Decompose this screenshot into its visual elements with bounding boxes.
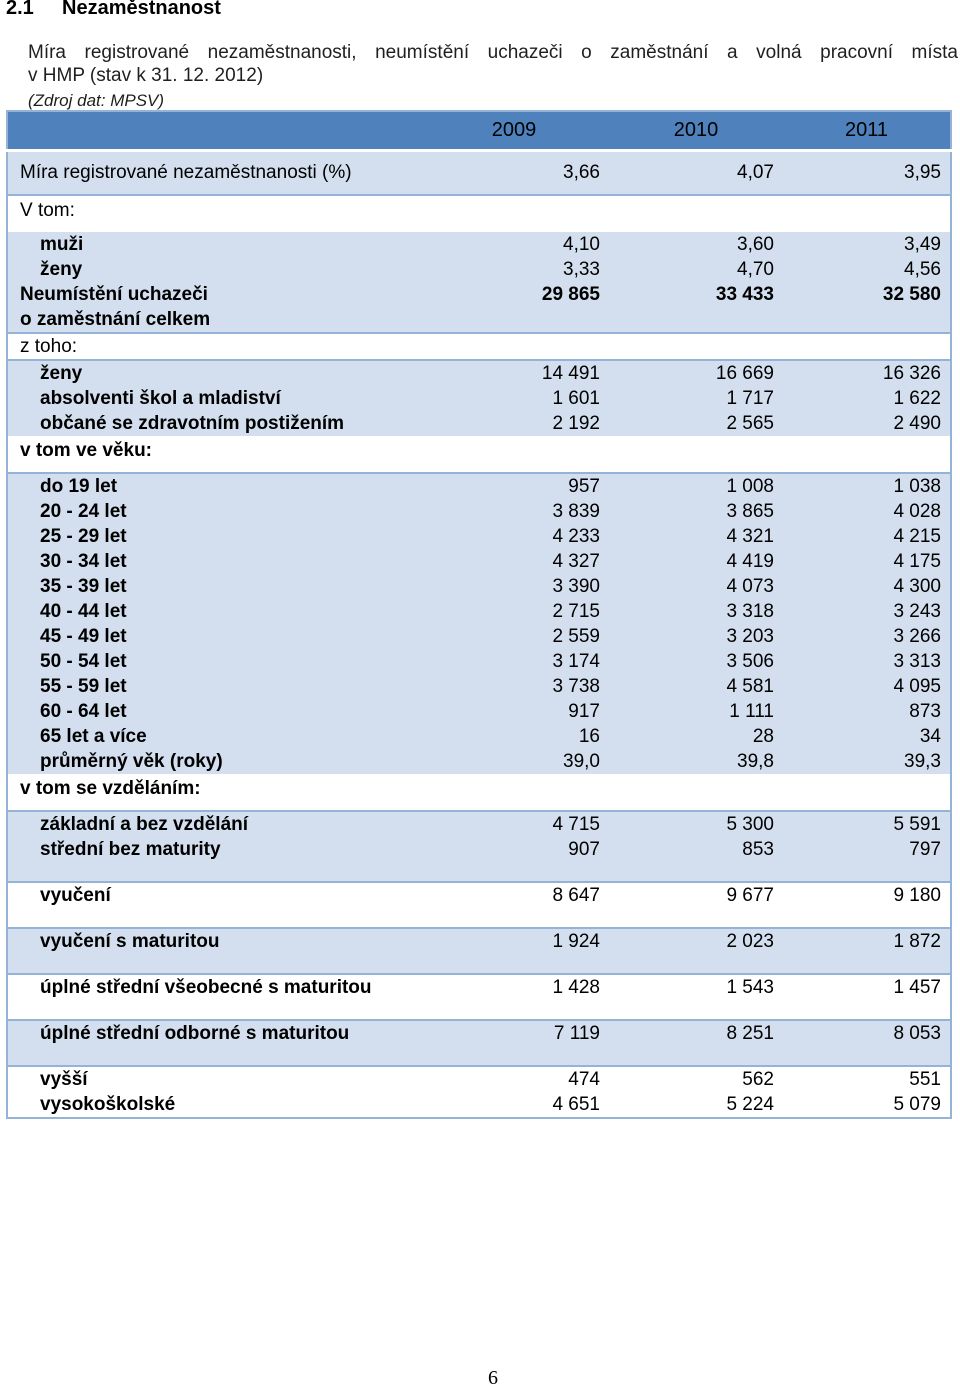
row-label: 55 - 59 let	[7, 674, 419, 699]
cell-value: 8 053	[783, 1020, 951, 1066]
cell-value: 5 079	[783, 1092, 951, 1118]
table-row	[7, 232, 951, 257]
table-row	[7, 624, 951, 649]
cell-value	[419, 774, 609, 811]
cell-value: 3 506	[609, 649, 783, 674]
cell-value: 3 865	[609, 499, 783, 524]
cell-value	[609, 195, 783, 232]
row-label: průměrný věk (roky)	[7, 749, 419, 774]
page-number: 6	[488, 1367, 498, 1389]
cell-value: 1 872	[783, 928, 951, 974]
table-row	[7, 882, 951, 928]
table-row	[7, 599, 951, 624]
cell-value	[609, 436, 783, 473]
cell-value: 3 243	[783, 599, 951, 624]
cell-value: 34	[783, 724, 951, 749]
table-row	[7, 574, 951, 599]
cell-value: 4,70	[609, 257, 783, 282]
cell-value: 4 233	[419, 524, 609, 549]
cell-value: 14 491	[419, 360, 609, 386]
row-label: v tom se vzděláním:	[7, 774, 419, 811]
cell-value: 16	[419, 724, 609, 749]
row-label: 20 - 24 let	[7, 499, 419, 524]
table-row	[7, 811, 951, 837]
cell-value: 16 669	[609, 360, 783, 386]
cell-value: 3 839	[419, 499, 609, 524]
cell-value: 4,07	[609, 151, 783, 196]
cell-value: 2 490	[783, 411, 951, 436]
cell-value: 9 180	[783, 882, 951, 928]
cell-value: 3 738	[419, 674, 609, 699]
cell-value: 3 313	[783, 649, 951, 674]
cell-value: 1 622	[783, 386, 951, 411]
cell-value: 7 119	[419, 1020, 609, 1066]
table-row	[7, 411, 951, 436]
cell-value	[419, 195, 609, 232]
cell-value: 957	[419, 473, 609, 499]
row-label: Míra registrované nezaměstnanosti (%)	[7, 151, 419, 196]
cell-value: 1 924	[419, 928, 609, 974]
caption-line-2: v HMP (stav k 31. 12. 2012)	[28, 65, 264, 86]
cell-value: 3 390	[419, 574, 609, 599]
cell-value: 2 715	[419, 599, 609, 624]
cell-value	[419, 436, 609, 473]
cell-value: 4 581	[609, 674, 783, 699]
cell-value: 2 559	[419, 624, 609, 649]
table-row	[7, 674, 951, 699]
row-label-line-2: o zaměstnání celkem	[20, 309, 211, 330]
row-label: V tom:	[7, 195, 419, 232]
cell-value: 3,33	[419, 257, 609, 282]
cell-value: 4 300	[783, 574, 951, 599]
row-label: 45 - 49 let	[7, 624, 419, 649]
cell-value: 4 715	[419, 811, 609, 837]
header-row	[7, 111, 951, 151]
cell-value: 1 717	[609, 386, 783, 411]
cell-value: 8 647	[419, 882, 609, 928]
row-label: vyučení	[7, 882, 419, 928]
cell-value: 4,56	[783, 257, 951, 282]
cell-value: 474	[419, 1066, 609, 1092]
cell-value: 8 251	[609, 1020, 783, 1066]
cell-value: 4 419	[609, 549, 783, 574]
cell-value: 4 651	[419, 1092, 609, 1118]
cell-value: 39,3	[783, 749, 951, 774]
unemployment-table	[6, 110, 952, 1119]
cell-value: 4 095	[783, 674, 951, 699]
cell-value: 5 300	[609, 811, 783, 837]
cell-value: 797	[783, 837, 951, 882]
row-label: muži	[7, 232, 419, 257]
cell-value: 3 318	[609, 599, 783, 624]
row-label: vysokoškolské	[7, 1092, 419, 1118]
cell-value: 1 543	[609, 974, 783, 1020]
table-row	[7, 649, 951, 674]
row-label: střední bez maturity	[7, 837, 419, 882]
table-row	[7, 499, 951, 524]
row-label: ženy	[7, 360, 419, 386]
cell-value: 2 565	[609, 411, 783, 436]
table-row	[7, 195, 951, 232]
table-row	[7, 774, 951, 811]
table-row	[7, 1020, 951, 1066]
cell-value: 4 028	[783, 499, 951, 524]
cell-value: 3,66	[419, 151, 609, 196]
caption-line-1: Míra registrované nezaměstnanosti, neumístění uchazeči o zaměstnání a volná pracovní místa	[28, 42, 958, 63]
table-row	[7, 333, 951, 360]
cell-value: 873	[783, 699, 951, 724]
cell-value	[419, 333, 609, 360]
row-label: 40 - 44 let	[7, 599, 419, 624]
row-label: 65 let a více	[7, 724, 419, 749]
year-header: 2009	[419, 111, 609, 151]
table-row	[7, 699, 951, 724]
cell-value: 917	[419, 699, 609, 724]
row-label: do 19 let	[7, 473, 419, 499]
row-label-line-1: Neumístění uchazeči	[20, 284, 208, 305]
cell-value: 2 192	[419, 411, 609, 436]
data-source: (Zdroj dat: MPSV)	[28, 91, 165, 110]
row-label: z toho:	[7, 333, 419, 360]
table-row	[7, 473, 951, 499]
cell-value: 3,95	[783, 151, 951, 196]
cell-value	[783, 774, 951, 811]
cell-value: 562	[609, 1066, 783, 1092]
cell-value: 39,0	[419, 749, 609, 774]
cell-value: 4 321	[609, 524, 783, 549]
table-row	[7, 749, 951, 774]
cell-value: 4 175	[783, 549, 951, 574]
cell-value: 2 023	[609, 928, 783, 974]
cell-value: 1 008	[609, 473, 783, 499]
cell-value: 853	[609, 837, 783, 882]
cell-value	[783, 436, 951, 473]
row-label: 35 - 39 let	[7, 574, 419, 599]
table-row	[7, 549, 951, 574]
cell-value: 3 203	[609, 624, 783, 649]
row-label: 60 - 64 let	[7, 699, 419, 724]
row-label: úplné střední odborné s maturitou	[7, 1020, 419, 1066]
row-label: úplné střední všeobecné s maturitou	[7, 974, 419, 1020]
table-row	[7, 151, 951, 196]
row-label: občané se zdravotním postižením	[7, 411, 419, 436]
table-row	[7, 257, 951, 282]
table-row	[7, 386, 951, 411]
row-label: 25 - 29 let	[7, 524, 419, 549]
cell-value: 3 174	[419, 649, 609, 674]
table-caption	[28, 41, 958, 87]
cell-value	[783, 333, 951, 360]
row-label	[7, 282, 419, 333]
table-row	[7, 1092, 951, 1118]
table-row	[7, 282, 951, 333]
table-row	[7, 436, 951, 473]
cell-value: 4 327	[419, 549, 609, 574]
row-label: vyučení s maturitou	[7, 928, 419, 974]
cell-value: 907	[419, 837, 609, 882]
row-label: základní a bez vzdělání	[7, 811, 419, 837]
row-label: v tom ve věku:	[7, 436, 419, 473]
cell-value: 4 215	[783, 524, 951, 549]
row-label: ženy	[7, 257, 419, 282]
row-label: absolventi škol a mladiství	[7, 386, 419, 411]
cell-value: 29 865	[419, 282, 609, 333]
cell-value: 5 224	[609, 1092, 783, 1118]
cell-value	[783, 195, 951, 232]
table-row	[7, 837, 951, 882]
cell-value: 3 266	[783, 624, 951, 649]
cell-value: 28	[609, 724, 783, 749]
cell-value: 1 457	[783, 974, 951, 1020]
year-header: 2011	[783, 111, 951, 151]
section-number: 2.1	[6, 0, 34, 19]
header-empty-cell	[7, 111, 419, 151]
year-header: 2010	[609, 111, 783, 151]
table-row	[7, 1066, 951, 1092]
cell-value: 1 111	[609, 699, 783, 724]
row-label: vyšší	[7, 1066, 419, 1092]
row-label: 50 - 54 let	[7, 649, 419, 674]
table-row	[7, 524, 951, 549]
table-row	[7, 360, 951, 386]
section-title: Nezaměstnanost	[62, 0, 221, 19]
table-row	[7, 974, 951, 1020]
cell-value	[609, 774, 783, 811]
cell-value: 4,10	[419, 232, 609, 257]
cell-value: 1 038	[783, 473, 951, 499]
table-row	[7, 928, 951, 974]
table-row	[7, 724, 951, 749]
cell-value: 4 073	[609, 574, 783, 599]
cell-value: 551	[783, 1066, 951, 1092]
cell-value	[609, 333, 783, 360]
cell-value: 33 433	[609, 282, 783, 333]
cell-value: 3,60	[609, 232, 783, 257]
cell-value: 32 580	[783, 282, 951, 333]
cell-value: 39,8	[609, 749, 783, 774]
cell-value: 5 591	[783, 811, 951, 837]
cell-value: 1 601	[419, 386, 609, 411]
cell-value: 3,49	[783, 232, 951, 257]
cell-value: 9 677	[609, 882, 783, 928]
cell-value: 16 326	[783, 360, 951, 386]
row-label: 30 - 34 let	[7, 549, 419, 574]
section-heading	[0, 0, 221, 20]
cell-value: 1 428	[419, 974, 609, 1020]
